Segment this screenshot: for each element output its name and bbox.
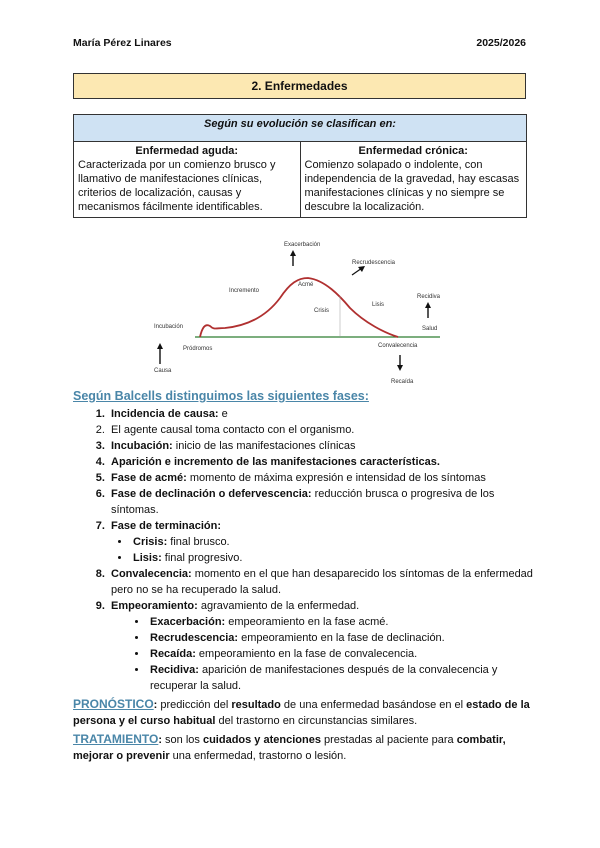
chronic-cell <box>300 142 527 218</box>
classification-heading: Según su evolución se clasifican en: <box>74 115 527 142</box>
label-causa: Causa <box>154 368 172 374</box>
phases-title: Según Balcells distinguimos las siguientes fases: <box>73 389 369 403</box>
treatment-keyword: TRATAMIENTO <box>73 732 159 746</box>
phase-item: 8. Convalecencia: momento en el que han desaparecido los síntomas de la enfermedad pero no se ha recuperado la salud. <box>108 566 533 598</box>
termination-sublist <box>111 534 533 566</box>
worsening-sublist <box>111 614 533 694</box>
phase-item: 4. Aparición e incremento de las manifestaciones características. <box>108 454 533 470</box>
phase-item: 9. Empeoramiento: agravamiento de la enfermedad. • Exacerbación: empeoramiento en la fase acmé. • Recrudescencia: empeoramiento en la fase de declinación. • Recaída: empeoramiento en la fase de convalecencia. • Recidiva: aparición de manifestaciones después de la convalecencia y recuperar la salud. <box>108 598 533 694</box>
acute-title: Enfermedad aguda: <box>135 145 239 157</box>
phase-item: 7. Fase de terminación: • Crisis: final brusco. • Lisis: final progresivo. <box>108 518 533 566</box>
label-recaida: Recaída <box>391 379 414 385</box>
label-prodromos: Pródromos <box>183 346 213 352</box>
chronic-text: Comienzo solapado o indolente, con independencia de la gravedad, hay escasas manifestaciones clínicas y no siempre se descubre la localización. <box>304 159 520 213</box>
sub-item: • Lisis: final progresivo. <box>131 550 533 566</box>
chronic-title: Enfermedad crónica: <box>358 145 468 157</box>
cause-arrowhead <box>157 343 163 349</box>
phase-item: 1. Incidencia de causa: e <box>108 406 533 422</box>
sub-item: • Recidiva: aparición de manifestaciones después de la convalecencia y recuperar la salud. <box>148 662 533 694</box>
prognosis-paragraph: PRONÓSTICO: predicción del resultado de una enfermedad basándose en el estado de la persona y el curso habitual del trastorno en circunstancias similares. <box>73 697 530 727</box>
prognosis-keyword: PRONÓSTICO <box>73 697 154 711</box>
classification-table <box>73 114 527 218</box>
sub-item: • Recaída: empeoramiento en la fase de convalecencia. <box>148 646 533 662</box>
phase-item: 6. Fase de declinación o defervescencia: reducción brusca o progresiva de los síntomas. <box>108 486 533 518</box>
sub-item: • Recrudescencia: empeoramiento en la fase de declinación. <box>148 630 533 646</box>
label-lisis: Lisis <box>372 302 385 308</box>
relapse-arrowhead <box>397 365 403 371</box>
recrudescence-arrowhead <box>358 266 365 272</box>
treatment-paragraph: TRATAMIENTO: son los cuidados y atenciones prestadas al paciente para combatir, mejorar o prevenir una enfermedad, trastorno o lesión. <box>73 732 506 762</box>
sub-item: • Exacerbación: empeoramiento en la fase acmé. <box>148 614 533 630</box>
sub-item: • Crisis: final brusco. <box>131 534 533 550</box>
acute-cell <box>74 142 301 218</box>
recidiva-arrowhead <box>425 302 431 308</box>
label-recrudescencia: Recrudescencia <box>352 260 396 266</box>
academic-year: 2025/2026 <box>476 37 526 49</box>
label-crisis: Crisis <box>314 308 329 314</box>
exacerbation-arrowhead <box>290 250 296 256</box>
main-content <box>73 388 533 764</box>
label-incubacion: Incubación <box>154 324 184 330</box>
label-recidiva: Recidiva <box>417 294 441 300</box>
label-incremento: Incremento <box>229 288 260 294</box>
label-salud: Salud <box>422 326 438 332</box>
label-acme: Acmé <box>298 282 314 288</box>
phase-item: 2. El agente causal toma contacto con el organismo. <box>108 422 533 438</box>
section-title: 2. Enfermedades <box>73 73 526 99</box>
label-convalecencia: Convalecencia <box>378 343 418 349</box>
acute-text: Caracterizada por un comienzo brusco y llamativo de manifestaciones clínicas, criterios de localización, causas y mecanismos fácilmente identificables. <box>78 159 276 213</box>
phase-item: 3. Incubación: inicio de las manifestaciones clínicas <box>108 438 533 454</box>
author-name: María Pérez Linares <box>73 37 172 49</box>
disease-evolution-diagram <box>150 238 450 386</box>
phases-list <box>73 406 533 694</box>
label-exacerbacion: Exacerbación <box>284 242 321 248</box>
phase-item: 5. Fase de acmé: momento de máxima expresión e intensidad de los síntomas <box>108 470 533 486</box>
